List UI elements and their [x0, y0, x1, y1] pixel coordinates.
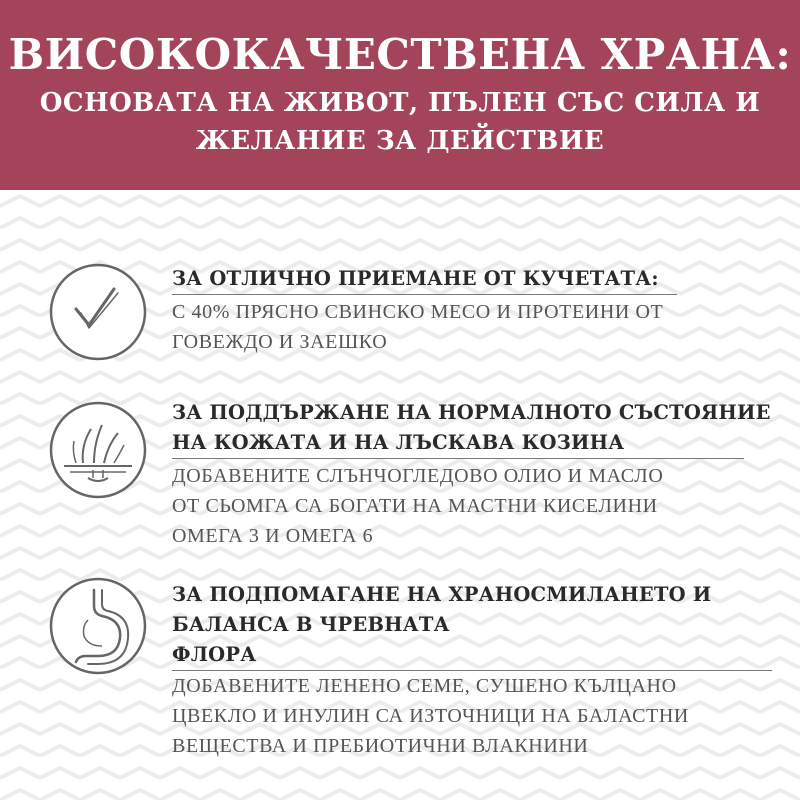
feature-description	[172, 671, 772, 761]
header-banner	[0, 0, 800, 190]
page-subtitle	[0, 84, 800, 160]
feature-description-line: ЦВЕКЛО И ИНУЛИН СА ИЗТОЧНИЦИ НА БАЛАСТНИ	[172, 705, 689, 727]
feature-description-line: ВЕЩЕСТВА И ПРЕБИОТИЧНИ ВЛАКНИНИ	[172, 735, 589, 757]
subtitle-line: ЖЕЛАНИЕ ЗА ДЕЙСТВИЕ	[195, 126, 605, 156]
feature-description-line: ОТ СЬОМГА СА БОГАТИ НА МАСТНИ КИСЕЛИНИ	[172, 495, 658, 517]
feature-description	[172, 297, 772, 357]
feature-title-line: ЗА ОТЛИЧНО ПРИЕМАНЕ ОТ КУЧЕТАТА:	[172, 264, 677, 295]
feature-description-line: ГОВЕЖДО И ЗАЕШКО	[172, 331, 388, 353]
feature-title-line: НА КОЖАТА И НА ЛЪСКАВА КОЗИНА	[172, 428, 744, 459]
page-title: ВИСОКОКАЧЕСТВЕНА ХРАНА:	[8, 30, 792, 79]
feature-description	[172, 461, 772, 551]
feature-title	[172, 398, 772, 459]
feature-title-line: БАЛАНСА В ЧРЕВНАТА ФЛОРА	[172, 610, 772, 671]
subtitle-line: ОСНОВАТА НА ЖИВОТ, ПЪЛЕН СЪС СИЛА И	[39, 88, 761, 118]
skin-hair-icon	[48, 400, 148, 500]
feature-title	[172, 264, 772, 295]
feature-title	[172, 580, 772, 671]
feature-description-line: ДОБАВЕНИТЕ СЛЪНЧОГЛЕДОВО ОЛИО И МАСЛО	[172, 465, 664, 487]
feature-description-line: С 40% ПРЯСНО СВИНСКО МЕСО И ПРОТЕИНИ ОТ	[172, 301, 664, 323]
feature-description-line: ДОБАВЕНИТЕ ЛЕНЕНО СЕМЕ, СУШЕНО КЪЛЦАНО	[172, 675, 677, 697]
checkmark-icon	[48, 262, 148, 362]
feature-title-line: ЗА ПОДПОМАГАНЕ НА ХРАНОСМИЛАНЕТО И	[172, 583, 712, 606]
stomach-icon	[48, 576, 148, 676]
feature-description-line: ОМЕГА 3 И ОМЕГА 6	[172, 525, 374, 547]
feature-title-line: ЗА ПОДДЪРЖАНЕ НА НОРМАЛНОТО СЪСТОЯНИЕ	[172, 401, 771, 424]
